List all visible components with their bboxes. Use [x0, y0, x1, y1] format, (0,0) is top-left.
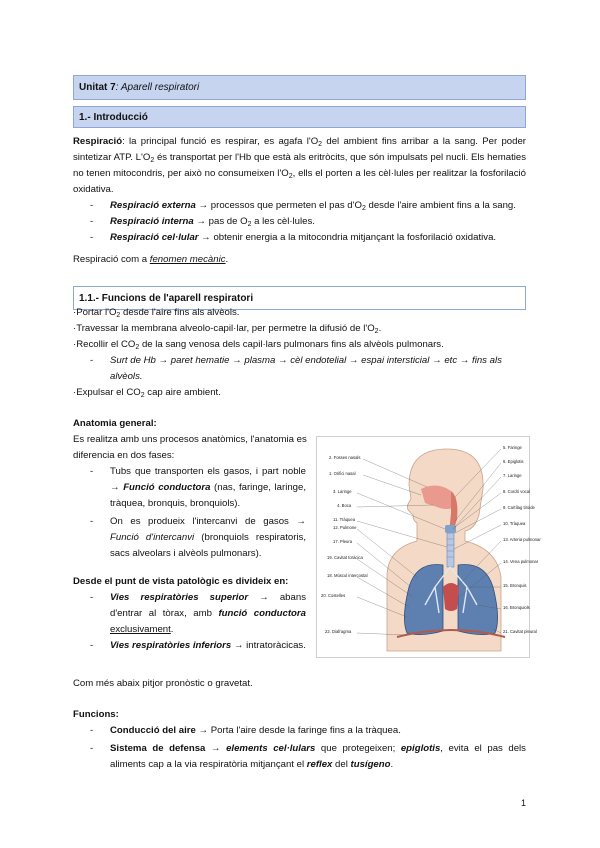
list-item: Vies respiratòries inferiors → intratoràcicas. [110, 640, 306, 651]
list-item: On es produeix l'intercanvi de gasos → Funció d'intercanvi (bronquiols respiratoris, sacs alveolars i alvèols pulmonars). [110, 516, 306, 559]
function-line: ·Recollir el $CO_2$ de la sang venosa dels capil·lars pulmonars fins als alvèols pulmonars. [73, 339, 444, 351]
figure-label: 19. Cavitat toràcica [327, 555, 363, 560]
figure-label: 20. Costelles [321, 593, 346, 598]
bullet-dash: - [90, 743, 94, 754]
bullet-dash: - [90, 200, 94, 211]
mechanic-link[interactable]: fenomen mecànic [149, 254, 226, 265]
figure-label: 12. Pulmone [333, 525, 357, 530]
anatomy-heading: Anatomia general: [73, 418, 157, 429]
bullet-dash: - [90, 355, 94, 366]
figure-label: 8. Cordó vocal [503, 489, 530, 494]
mechanic-line: Respiració com a fenomen mecànic. [73, 254, 229, 265]
prognosis-line: Com més abaix pitjor pronòstic o gravetat. [73, 678, 253, 689]
list-item: Surt de Hb → paret hematie → plasma → cèl endotelial → espai intersticial → etc → fins als alvèols. [110, 355, 502, 382]
funcions-heading: Funcions: [73, 709, 119, 720]
unit-label: Unitat 7 [79, 82, 116, 93]
respiratory-illustration [317, 437, 529, 657]
figure-label: 17. Pleura [333, 539, 353, 544]
figure-label: 4. Boca [337, 503, 352, 508]
page-number: 1 [521, 798, 527, 808]
figure-label: 6. Epiglotis [503, 459, 524, 464]
bullet-dash: - [90, 516, 94, 527]
figure-label: 9. Cartílag tiroide [503, 505, 535, 510]
bullet-dash: - [90, 640, 94, 651]
figure-label: 18. Múscul intercostal [327, 573, 368, 578]
section-heading: 1.- Introducció [73, 106, 526, 128]
list-item: Tubs que transporten els gasos, i part noble → Funció conductora (nas, faringe, laringe, tràquea, bronquis, bronquiols). [110, 466, 306, 509]
function-line: ·Portar $l'O_2$ desde l'aire fins als alvèols. [73, 307, 240, 319]
figure-label: 5. Faringe [503, 445, 522, 450]
unit-title: : Aparell respiratori [115, 82, 200, 93]
figure-label: 21. Cavitat pleural [503, 629, 537, 634]
list-item: Respiració externa → processos que permeten el pas $d'O_2$ desde l'aire ambient fins a la sang. [110, 200, 516, 212]
bullet-dash: - [90, 725, 94, 736]
list-item: Respiració interna → pas de $O_2$ a les cèl·lules. [110, 216, 315, 228]
function-line: ·Travessar la membrana alveolo-capil·lar, per permetre la difusió de $l'O_2$. [73, 323, 382, 335]
bullet-dash: - [90, 592, 94, 603]
patho-heading: Desde el punt de vista patològic es divideix en: [73, 576, 289, 587]
list-item: Sistema de defensa → elements cel·lulars que protegeixen; epiglotis, evita el pas dels aliments cap a la via respiratòria mitjançant el reflex del tusígeno. [110, 743, 526, 770]
anatomy-intro: Es realitza amb uns procesos anatòmics, l'anatomia es diferencia en dos fases: [73, 434, 307, 461]
function-line: ·Expulsar el $CO_2$ cap aire ambient. [73, 387, 221, 399]
list-item: Vies respiratòries superior → abans d'entrar al tòrax, amb funció conductora exclusivament. [110, 592, 306, 635]
figure-label: 14. Vena pulmonar [503, 559, 539, 564]
list-item: Respiració cel·lular → obtenir energia a la mitocondria mitjançant la fosforilació oxidativa. [110, 232, 497, 243]
figure-label: 3. Laringe [333, 489, 352, 494]
figure-label: 2. Fosses nasals [329, 455, 361, 460]
bullet-dash: - [90, 466, 94, 477]
intro-paragraph: Respiració: la principal funció es respirar, es agafa $l'O_2$ del ambient fins arribar a la sang. Per poder sintetizar ATP. $L'O_2$ és transportat per l'Hb que està als eritròcits, que són impulsats pel nucli. Els hematies no tenen mitocondris, per això no consumeixen $l'O_2$, ells el porten a les cèl·lules per realitzar la fosforilació oxidativa. [73, 136, 526, 195]
list-item: Conducció del aire → Porta l'aire desde la faringe fins a la tràquea. [110, 725, 401, 736]
figure-label: 1. Orifici nasal [329, 471, 356, 476]
figure-label: 13. Arteria pulmonar [503, 537, 541, 542]
figure-label: 7. Laringe [503, 473, 522, 478]
figure-label: 16. Bronquiols [503, 605, 530, 610]
figure-label: 22. Diafragma [325, 629, 352, 634]
figure-label: 15. Bronquis [503, 583, 527, 588]
bullet-dash: - [90, 232, 94, 243]
subsection-heading: 1.1.- Funcions de l'aparell respiratori [73, 286, 526, 310]
bullet-dash: - [90, 216, 94, 227]
respiratory-system-figure [316, 436, 541, 658]
figure-label: 11. Tràquea [333, 517, 356, 522]
figure-label: 10. Tràquea [503, 521, 526, 526]
unit-header-bar [73, 75, 526, 100]
